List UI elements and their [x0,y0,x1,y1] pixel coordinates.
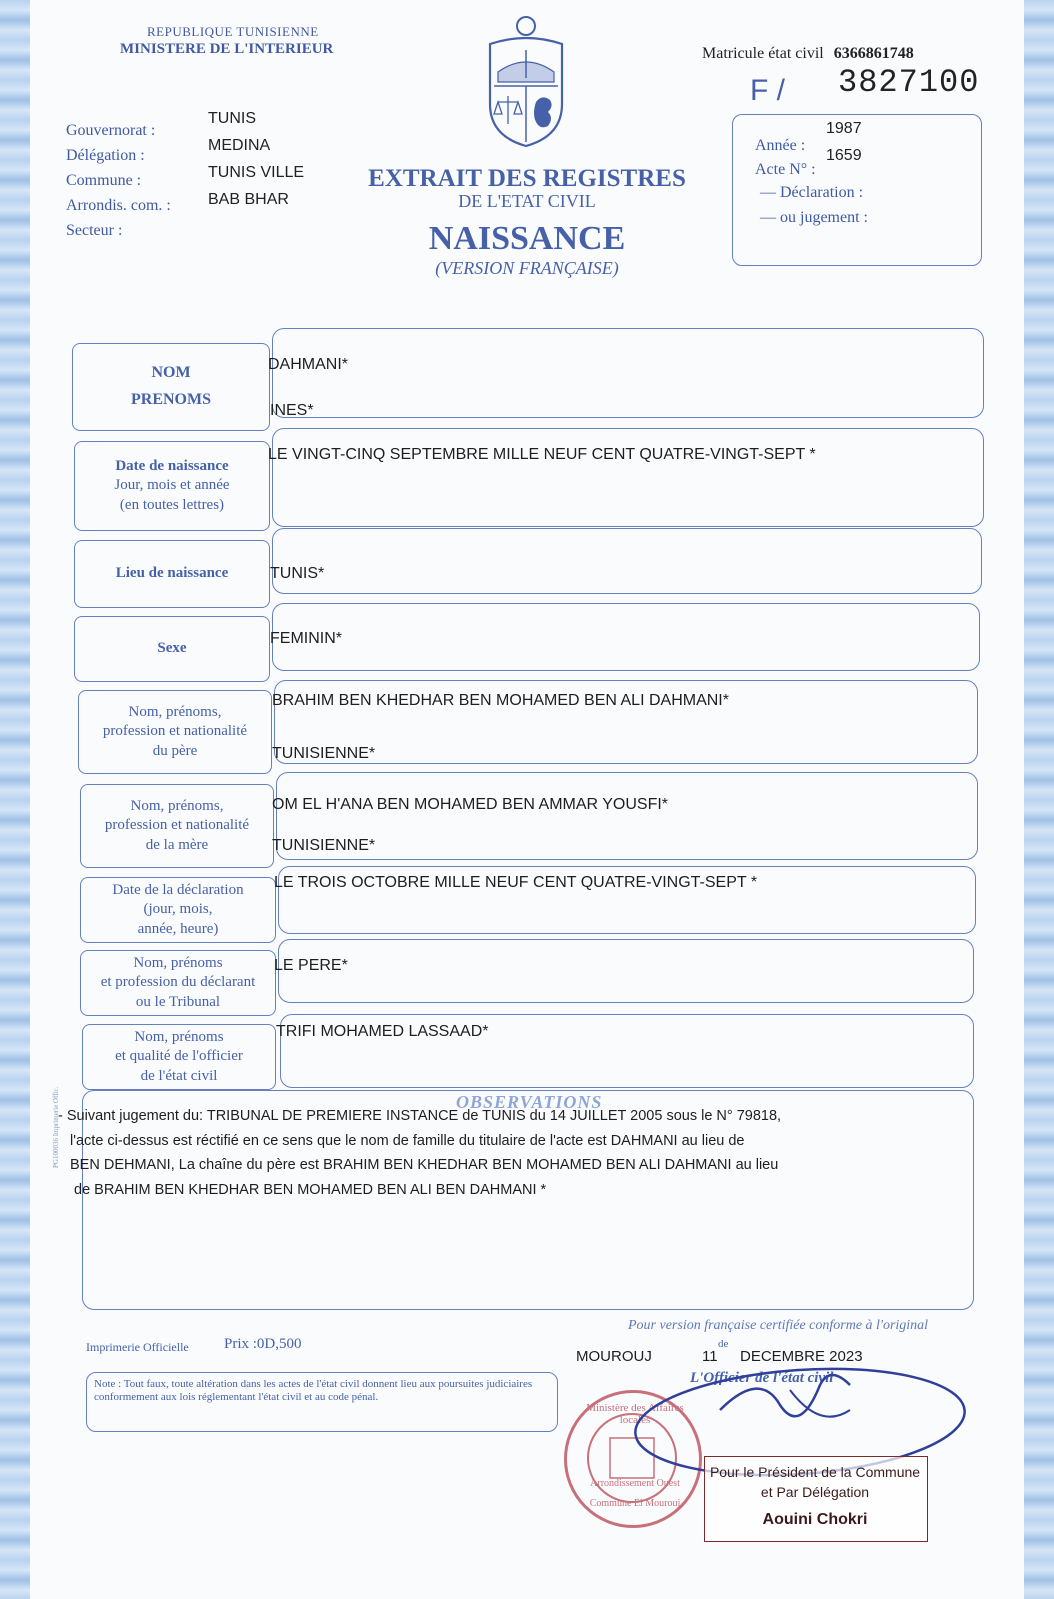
dob-label-sub1: Jour, mois et année [114,477,230,494]
nom-label: NOM [151,364,191,382]
decl-label-3: année, heure) [137,920,219,937]
stamp-text-1: Ministère des Affaires locales [586,1402,684,1426]
mere-label-box [80,784,274,868]
delegation-stamp-text [706,1462,924,1530]
gouvernorat-value: TUNIS [208,110,256,127]
declarant-value-box [278,939,974,1003]
observations-line-3: BEN DEHMANI, La chaîne du père est BRAHIM BEN KHEDHAR BEN MOHAMED BEN ALI DAHMANI au lieu [70,1157,779,1173]
mere-value-nationality: TUNISIENNE* [272,837,376,854]
delegation-line-2: et Par Délégation [760,1484,870,1500]
gouvernorat-label: Gouvernorat : [66,122,156,139]
matricule-value: 6366861748 [833,45,914,62]
delegation-line-1: Pour le Président de la Commune [709,1464,921,1480]
declaration-date-value: LE TROIS OCTOBRE MILLE NEUF CENT QUATRE-VINGT-SEPT * [274,874,758,891]
stamp-text-3: Commune El Mourouj [589,1498,681,1509]
declarant-label-3: ou le Tribunal [135,993,221,1010]
pere-label-3: du père [152,742,198,759]
dob-label-title: Date de naissance [115,457,229,474]
title-naissance: NAISSANCE [428,220,626,257]
note-text: Note : Tout faux, toute altération dans les actes de l'état civil donnent lieu aux poursuites judiciaires conformement aux lois réglementant l'état civil et au code pénal. [94,1378,533,1403]
title-version: (VERSION FRANÇAISE) [435,258,619,278]
pere-label-2: profession et nationalité [102,723,248,740]
arrondis-value: BAB BHAR [208,191,289,208]
lieu-label-box [74,540,270,608]
observations-line-1: - Suivant jugement du: TRIBUNAL DE PREMIERE INSTANCE de TUNIS du 14 JUILLET 2005 sous le N° 79818, [58,1108,782,1124]
stamp-text-2: Arrondissement Ouest [590,1478,680,1489]
city-text: MOUROUJ [576,1348,652,1365]
acte-value: 1659 [826,147,862,164]
acte-label: Acte N° : [755,161,816,178]
officier-label-3: de l'état civil [140,1067,218,1084]
officier-label-box [82,1024,276,1090]
nom-value: DAHMANI* [268,356,349,373]
pere-value-nationality: TUNISIENNE* [272,745,376,762]
month-year-text: DECEMBRE 2023 [740,1348,863,1365]
lieu-value: TUNIS* [270,565,325,582]
dob-label-box [74,441,270,531]
secteur-label: Secteur : [66,222,123,239]
republic-text: REPUBLIQUE TUNISIENNE [147,24,319,39]
commune-label: Commune : [66,172,142,189]
day-text: 11 [702,1348,718,1365]
tunisian-emblem-icon [484,12,568,152]
observations-text [58,1104,781,1202]
sexe-value: FEMININ* [270,630,342,647]
dob-label-sub2: (en toutes lettres) [119,496,225,513]
mere-label-2: profession et nationalité [104,817,250,834]
nom-prenoms-value-box [272,328,984,418]
pere-label-1: Nom, prénoms, [128,703,222,720]
sexe-label: Sexe [157,640,187,657]
officer-title: L'Officier de l'état civil [690,1370,834,1386]
decl-label-2: (jour, mois, [143,901,213,918]
ministry-text: MINISTERE DE L'INTERIEUR [120,41,334,57]
mere-value-name: OM EL H'ANA BEN MOHAMED BEN AMMAR YOUSFI* [272,796,669,813]
sexe-label-box [74,616,270,682]
observations-line-2: l'acte ci-dessus est réctifié en ce sens que le nom de famille du titulaire de l'acte est DAHMANI au lieu de [70,1132,745,1149]
decorative-border-left [0,0,30,1599]
lieu-label: Lieu de naissance [115,565,229,582]
serial-prefix: F / [750,74,785,107]
location-values [208,105,304,213]
officier-value: TRIFI MOHAMED LASSAAD* [276,1023,489,1040]
delegation-label: Délégation : [66,147,145,164]
day-suffix: de [718,1338,729,1350]
pere-value-name: BRAHIM BEN KHEDHAR BEN MOHAMED BEN ALI DAHMANI* [272,692,729,709]
mere-label-3: de la mère [145,836,209,853]
observations-line-4: de BRAHIM BEN KHEDHAR BEN MOHAMED BEN ALI BEN DAHMANI * [74,1181,547,1198]
dob-value-box [272,428,984,527]
annee-value: 1987 [826,120,862,137]
decorative-border-right [1024,0,1054,1599]
title-line1: EXTRAIT DES REGISTRES [368,165,686,192]
serial-number: 3827100 [838,64,980,101]
document-title [360,165,694,279]
title-line2: DE L'ETAT CIVIL [458,191,596,211]
decl-label-1: Date de la déclaration [112,881,244,898]
annee-label: Année : [755,137,806,154]
side-print-code: PG100036 Imprimerie Offic. [52,1086,60,1168]
mere-value-box [276,772,978,860]
observations-title: OBSERVATIONS [456,1092,603,1112]
nom-prenoms-label-box [72,343,270,431]
jugement-label: — ou jugement : [760,209,868,226]
prenoms-value: INES* [270,402,314,419]
dob-value: LE VINGT-CINQ SEPTEMBRE MILLE NEUF CENT QUATRE-VINGT-SEPT * [268,446,816,463]
matricule-label-text: Matricule état civil [702,45,824,62]
commune-value: TUNIS VILLE [208,164,305,181]
imprimerie-text: Imprimerie Officielle [86,1340,189,1354]
declarant-value: LE PERE* [274,957,348,974]
declarant-label-2: et profession du déclarant [100,974,256,991]
declaration-date-label-box [80,877,276,943]
officier-label-2: et qualité de l'officier [115,1048,243,1065]
officier-label-1: Nom, prénoms [134,1028,224,1045]
lieu-value-box [272,528,982,594]
arrondis-label: Arrondis. com. : [66,197,171,214]
declaration-label: — Déclaration : [760,184,864,201]
certification-text: Pour version française certifiée conforme à l'original [628,1318,929,1333]
sexe-value-box [272,603,980,671]
delegation-value: MEDINA [208,137,271,154]
pere-label-box [78,690,272,774]
location-labels [66,118,171,243]
prenoms-label: PRENOMS [131,391,211,408]
delegation-name: Aouini Chokri [762,1511,868,1528]
matricule-label [702,45,914,63]
mere-label-1: Nom, prénoms, [130,797,224,814]
declarant-label-box [80,950,276,1016]
declarant-label-1: Nom, prénoms [133,954,223,971]
prix-text: Prix :0D,500 [224,1336,302,1352]
